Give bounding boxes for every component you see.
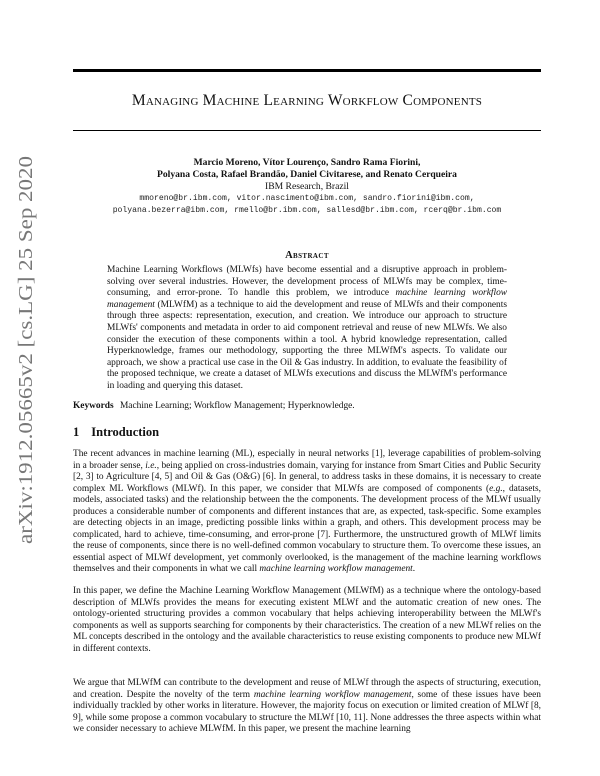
section-title: Introduction bbox=[91, 425, 160, 439]
abstract-text-2: (MLWfM) as a technique to aid the development and reuse of MLWfs and their components through three aspects: representation, execution, and creation. We introduce our approach to structure MLWfs' components and metadata in order to aid component retrieval and reuse of new MLWfs. We also consider the execution of these components within a tool. A hybrid knowledge representation, called Hyperknowledge, frames our methodology, supporting the three MLWfM's aspects. To validate our approach, we show a practical use case in the Oil & Gas industry. In addition, to evaluate the feasibility of the proposed technique, we create a dataset of MLWfs executions and discuss the MLWfM's performance in loading and querying this dataset. bbox=[107, 299, 507, 391]
section-heading bbox=[73, 425, 159, 440]
p1-text-1: The recent advances in machine learning (ML), especially in neural networks [1], leverage capabilities of problem-solving in a broader sense, bbox=[73, 449, 541, 471]
authors-line-2: Polyana Costa, Rafael Brandão, Daniel Civitarese, and Renato Cerqueira bbox=[157, 168, 457, 180]
authors-line-1: Marcio Moreno, Vítor Lourenço, Sandro Rama Fiorini, bbox=[193, 157, 421, 168]
keywords bbox=[73, 401, 541, 411]
p1-eg: e.g. bbox=[489, 483, 503, 494]
p3-term: machine learning workflow management bbox=[253, 689, 412, 700]
p3-text-1: We argue that MLWfM can contribute to the development and reuse of MLWf through the aspects of structuring, execution, and creation. Despite the novelty of the term bbox=[73, 678, 541, 700]
paragraph-2: In this paper, we define the Machine Learning Workflow Management (MLWfM) as a technique where the ontology-based description of MLWfs provides the means for executing existent MLWf and the automatic creation of new ones. The ontology-oriented structuring provides a common vocabulary that helps achieving interoperability between the MLWf's components as well as supports searching for components by their characteristics. The creation of a new MLWf relies on the ML concepts described in the ontology and the available characteristics to reuse existing components to produce new MLWf in different contexts. bbox=[73, 586, 541, 654]
paragraph-3 bbox=[73, 678, 541, 736]
author-list bbox=[73, 157, 541, 180]
arxiv-stamp bbox=[2, 150, 46, 550]
p1-text-2: , being applied on cross-industries domain, varying for instance from Smart Cities and Public Security [2, 3] to Agriculture [4, 5] and Oil & Gas (O&G) [6]. In general, to address tasks in these domains, it is necessary to create complex ML Workflows (MLWf). In this paper, we consider that MLWfs are composed of components ( bbox=[73, 460, 541, 494]
p3-text-2: , some of these issues have been individually trackled by other works in literature. However, the majority focus on execution or limited creation of MLWf [8, 9], while some propose a common vocabulary to structure the MLWf [10, 11]. None addresses the three aspects within what we consider necessary to achieve MLWfM. In this paper, we present the machine learning bbox=[73, 689, 541, 734]
abstract-body bbox=[107, 265, 507, 393]
emails-line-1: mmoreno@br.ibm.com, vitor.nascimento@ibm.com, sandro.fiorini@ibm.com, bbox=[139, 194, 475, 203]
keywords-text: Machine Learning; Workflow Management; Hyperknowledge. bbox=[119, 401, 355, 411]
section-number: 1 bbox=[73, 425, 80, 439]
title-rule-bottom bbox=[73, 130, 541, 131]
affiliation: IBM Research, Brazil bbox=[265, 181, 349, 192]
abstract-text-1: Machine Learning Workflows (MLWfs) have become essential and a disruptive approach in problem-solving over several industries. However, the development process of MLWfs may be complex, time-consuming, and error-prone. To handle this problem, we introduce bbox=[107, 265, 507, 299]
p1-text-3: , datasets, models, associated tasks) and the relationship between the the components. The development process of the MLWf usually produces a considerable number of components and different instances that are, as expected, task-specific. Some examples are detecting objects in an image, predicting possible links within a graph, and others. This development process may be complicated, hard to achieve, time-consuming, and error-prone [7]. Furthermore, the unstructured growth of MLWf limits the reuse of components, since there is no well-defined common vocabulary to structure them. To overcome these issues, an essential aspect of MLWf development, yet commonly overlooked, is the management of the machine learning workflows themselves and their components in what we call bbox=[73, 483, 541, 574]
p1-ie: i.e. bbox=[145, 460, 157, 471]
arxiv-stamp-text: arXiv:1912.05665v2 [cs.LG] 25 Sep 2020 bbox=[15, 206, 37, 544]
paper-title: Managing Machine Learning Workflow Components bbox=[131, 92, 483, 109]
title-rule-top bbox=[73, 69, 541, 72]
paragraph-1 bbox=[73, 449, 541, 576]
p1-term: machine learning workflow management bbox=[259, 564, 413, 574]
p1-text-4: . bbox=[412, 564, 416, 574]
emails-line-2: polyana.bezerra@ibm.com, rmello@br.ibm.com, sallesd@br.ibm.com, rcerq@br.ibm.com bbox=[112, 205, 502, 215]
abstract-heading: Abstract bbox=[285, 250, 329, 261]
keywords-label: Keywords bbox=[73, 401, 114, 411]
abstract-term: machine learning workflow management bbox=[107, 288, 508, 310]
email-list bbox=[60, 193, 554, 216]
